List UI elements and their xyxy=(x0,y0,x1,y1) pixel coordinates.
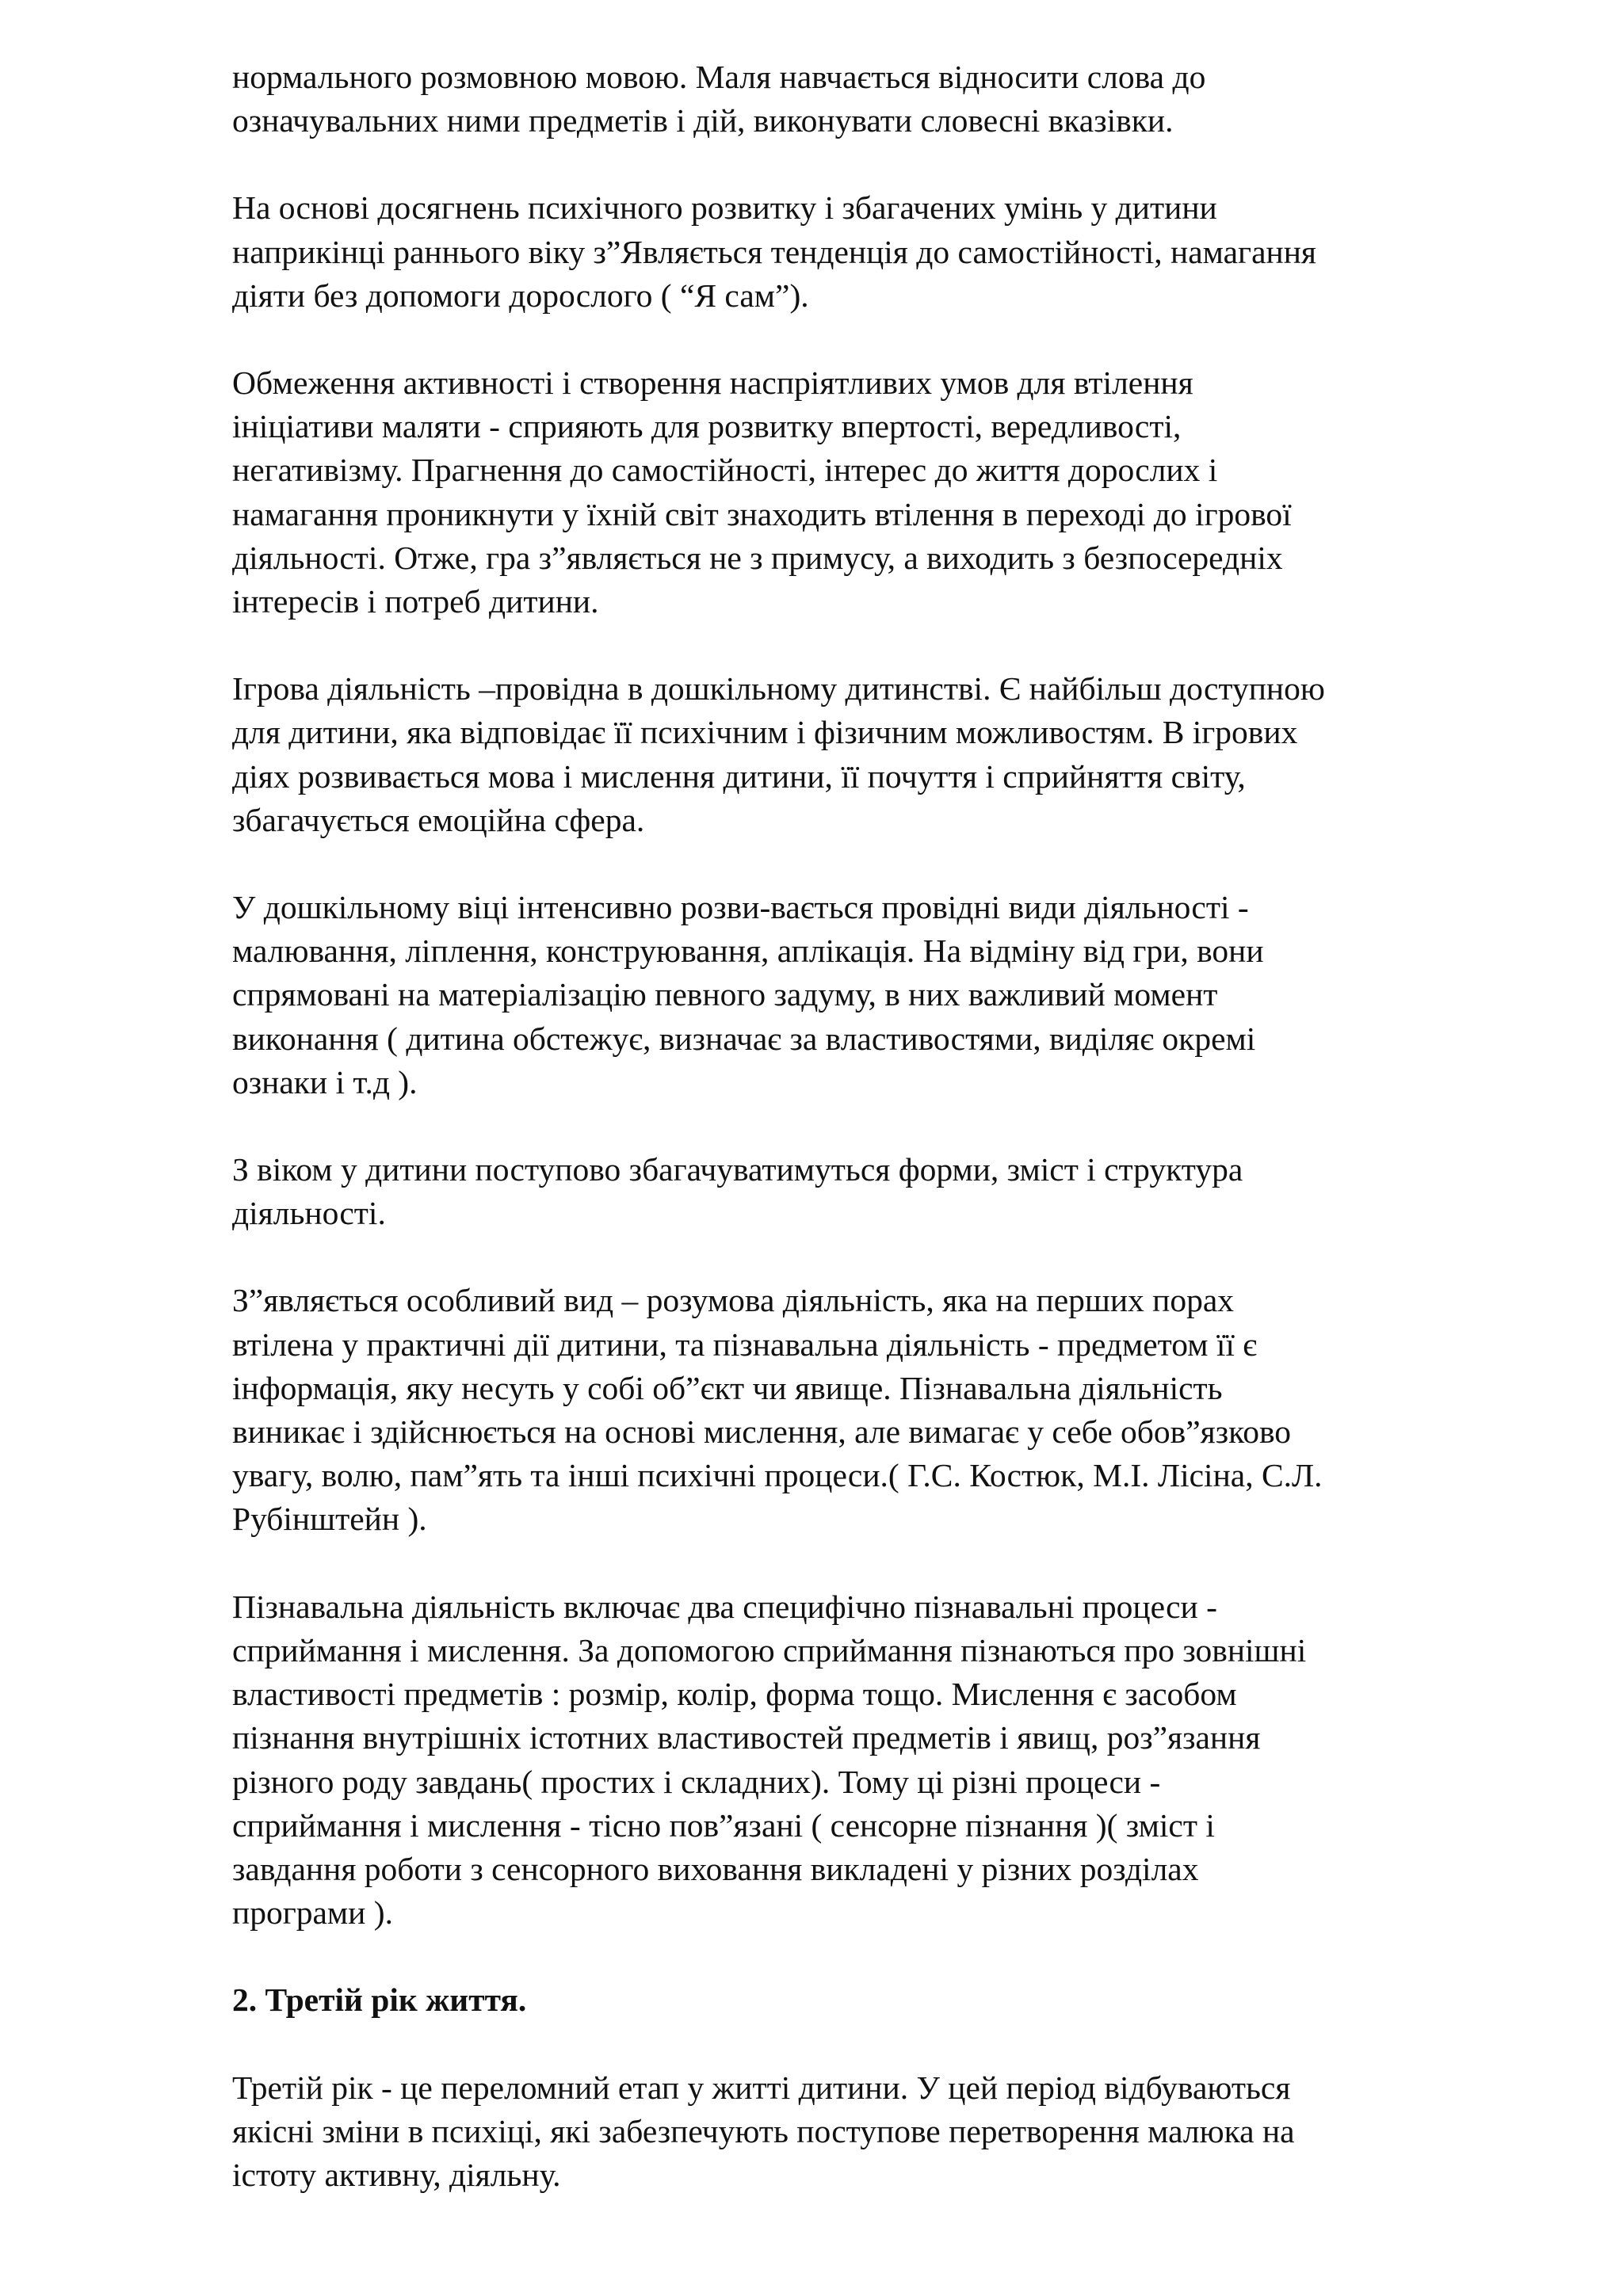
paragraph: Пізнавальна діяльність включає два специфічно пізнавальні процеси - сприймання і мислення. За допомогою сприймання пізнаються про зовнішні властивості предметів : розмір, колір, форма тощо. Мислення є засобом пізнання внутрішніх істотних властивостей предметів і явищ, роз”язання різного роду завдань( простих і складних). Тому ці різні процеси - сприймання і мислення - тісно пов”язані ( сенсорне пізнання )( зміст і завдання роботи з сенсорного виховання викладені у різних розділах програми ). xyxy=(232,1588,1307,1932)
paragraph: З віком у дитини поступово збагачуватимуться форми, зміст і структура діяльності. xyxy=(232,1151,1243,1232)
section-heading: 2. Третій рік життя. xyxy=(232,1981,527,2019)
document-page xyxy=(232,55,1532,2241)
paragraph: Ігрова діяльність –провідна в дошкільному дитинстві. Є найбільш доступною для дитини, яка відповідає її психічним і фізичним можливостям. В ігрових діях розвивається мова і мислення дитини, її почуття і сприйняття світу, збагачується емоційна сфера. xyxy=(232,670,1325,838)
paragraph: Обмеження активності і створення наспріятливих умов для втілення ініціативи маляти - сприяють для розвитку впертості, вередливості, негативізму. Прагнення до самостійності, інтерес до життя дорослих і намагання проникнути у їхній світ знаходить втілення в переході до ігрової діяльності. Отже, гра з”являється не з примусу, а виходить з безпосередніх інтересів і потреб дитини. xyxy=(232,364,1292,620)
paragraph: Третій рік - це переломний етап у житті дитини. У цей період відбуваються якісні зміни в психіці, які забезпечують поступове перетворення малюка на істоту активну, діяльну. xyxy=(232,2069,1295,2193)
paragraph: У дошкільному віці інтенсивно розви-вається провідні види діяльності - малювання, ліплення, конструювання, аплікація. На відміну від гри, вони спрямовані на матеріалізацію певного задуму, в них важливий момент виконання ( дитина обстежує, визначає за властивостями, виділяє окремі ознаки і т.д ). xyxy=(232,889,1264,1100)
paragraph: З”являється особливий вид – розумова діяльність, яка на перших порах втілена у практичні дії дитини, та пізнавальна діяльність - предметом її є інформація, яку несуть у собі об”єкт чи явище. Пізнавальна діяльність виникає і здійснюється на основі мислення, але вимагає у себе обов”язково увагу, волю, пам”ять та інші психічні процеси.( Г.С. Костюк, М.І. Лісіна, С.Л. Рубінштейн ). xyxy=(232,1282,1323,1538)
paragraph: На основі досягнень психічного розвитку і збагачених умінь у дитини наприкінці раннього віку з”Являється тенденція до самостійності, намагання діяти без допомоги дорослого ( “Я сам”). xyxy=(232,189,1317,314)
paragraph: нормального розмовною мовою. Маля навчається відносити слова до означувальних ними предметів і дій, виконувати словесні вказівки. xyxy=(232,59,1206,139)
